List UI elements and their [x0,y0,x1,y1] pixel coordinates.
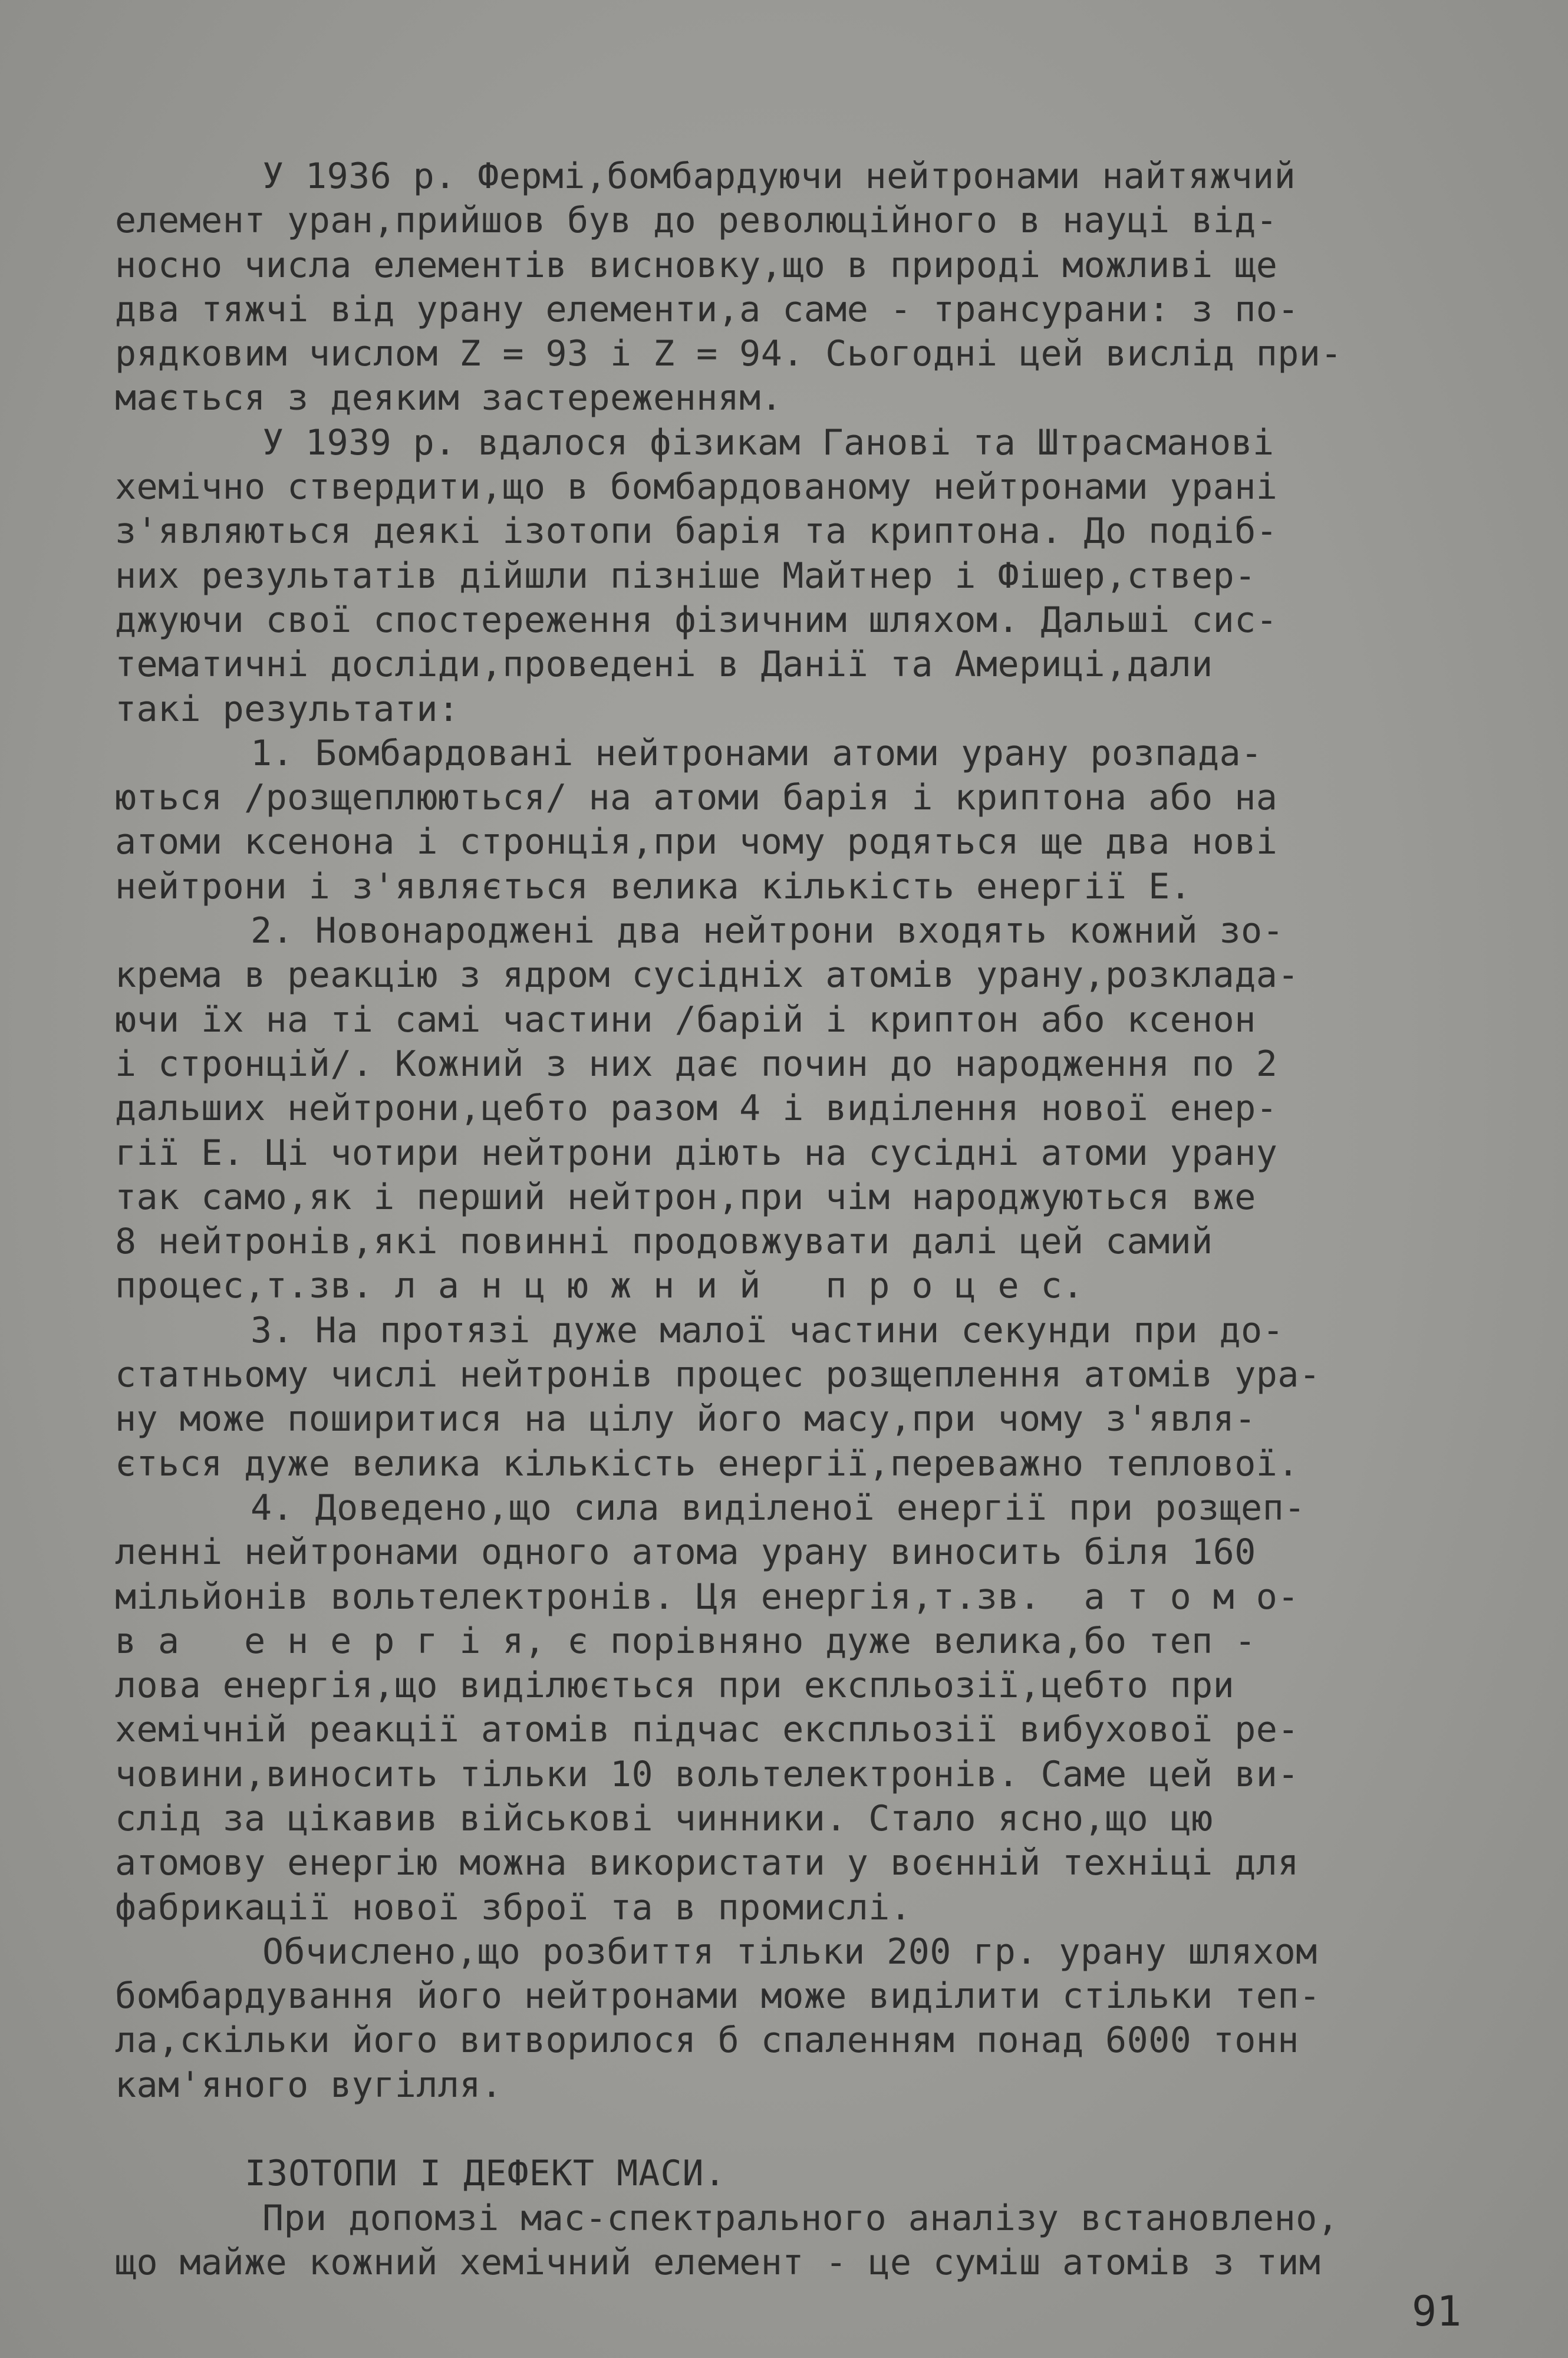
text-line: 2. Новонароджені два нейтрони входять кожний зо- [251,910,1284,952]
text-line: що майже кожний хемічний елемент - це суміш атомів з тим [115,2241,1321,2283]
text-line: елемент уран,прийшов був до революційного в науці від- [115,200,1278,242]
text-line: так само,як і перший нейтрон,при чім народжуються вже [115,1176,1256,1218]
text-line: з'являються деякі ізотопи барія та криптона. До подіб- [115,511,1278,552]
text-line: статньому числі нейтронів процес розщеплення атомів ура- [115,1354,1321,1396]
text-line: ються /розщеплюються/ на атоми барія і криптона або на [115,777,1278,819]
text-line: в а е н е р г і я, є порівняно дуже велика,бо теп - [115,1620,1256,1662]
text-line: 8 нейтронів,які повинні продовжувати далі цей самий [115,1221,1213,1263]
text-line: У 1936 р. Фермі,бомбардуючи нейтронами найтяжчий [262,156,1296,197]
text-line: 4. Доведено,що сила виділеної енергії при розщеп- [251,1487,1306,1529]
text-line: лова енергія,що виділюється при експльозії,цебто при [115,1665,1235,1707]
text-line: дальших нейтрони,цебто разом 4 і виділення нової енер- [115,1088,1278,1129]
text-line: тематичні досліди,проведені в Данії та Америці,дали [115,644,1213,686]
document-body [115,154,1553,2285]
text-line: і стронцій/. Кожний з них дає почин до народження по 2 [115,1043,1278,1085]
text-line: слід за цікавив військові чинники. Стало ясно,що цю [115,1797,1213,1839]
paragraph-spacer [115,2107,1553,2152]
page-number: 91 [1412,2287,1462,2336]
text-line: У 1939 р. вдалося фізикам Ганові та Штрасманові [262,421,1274,463]
text-line: них результатів дійшли пізніше Майтнер і Фішер,ствер- [115,555,1256,597]
text-line: процес,т.зв. л а н ц ю ж н и й п р о ц е с. [115,1265,1084,1307]
text-line: мільйонів вольтелектронів. Ця енергія,т.зв. а т о м о- [115,1576,1299,1618]
text-line: атоми ксенона і стронція,при чому родяться ще два нові [115,821,1278,863]
text-line: хемічній реакції атомів підчас експльозії вибухової ре- [115,1709,1299,1751]
text-line: 3. На протязі дуже малої частини секунди при до- [251,1309,1284,1351]
section-heading: ІЗОТОПИ І ДЕФЕКТ МАСИ. [245,2153,726,2195]
text-line: носно числа елементів висновку,що в природі можливі ще [115,244,1278,286]
text-line: ючи їх на ті самі частини /барій і криптон або ксенон [115,999,1256,1040]
text-line: атомову енергію можна використати у воєнній техніці для [115,1842,1299,1884]
text-line: хемічно ствердити,що в бомбардованому нейтронами урані [115,466,1278,508]
text-line: 1. Бомбардовані нейтронами атоми урану розпада- [251,732,1263,774]
text-line: При допомзі мас-спектрального аналізу встановлено, [262,2197,1339,2239]
text-line: бомбардування його нейтронами може виділити стільки теп- [115,1975,1321,2017]
text-line: джуючи свої спостереження фізичним шляхом. Дальші сис- [115,599,1278,641]
text-line: два тяжчі від урану елементи,а саме - трансурани: з по- [115,288,1299,330]
text-line: фабрикації нової зброї та в промислі. [115,1886,912,1928]
text-line: ну може поширитися на цілу його масу,при чому з'явля- [115,1398,1256,1440]
text-line: мається з деяким застереженням. [115,377,783,419]
text-line: рядковим числом Z = 93 і Z = 94. Сьогодні цей вислід при- [115,333,1342,375]
text-line: крема в реакцію з ядром сусідніх атомів урану,розклада- [115,954,1299,996]
text-line: такі результати: [115,688,460,730]
text-line: ленні нейтронами одного атома урану виносить біля 160 [115,1532,1256,1573]
text-line: Обчислено,що розбиття тільки 200 гр. урану шляхом [262,1931,1317,1972]
text-line: ла,скільки його витворилося б спаленням понад 6000 тонн [115,2020,1299,2061]
text-line: гії Е. Ці чотири нейтрони діють на сусідні атоми урану [115,1132,1278,1174]
text-line: човини,виносить тільки 10 вольтелектронів. Саме цей ви- [115,1753,1299,1795]
text-line: ється дуже велика кількість енергії,переважно теплової. [115,1443,1299,1484]
text-line: нейтрони і з'являється велика кількість енергії Е. [115,865,1192,907]
text-line: кам'яного вугілля. [115,2064,503,2106]
